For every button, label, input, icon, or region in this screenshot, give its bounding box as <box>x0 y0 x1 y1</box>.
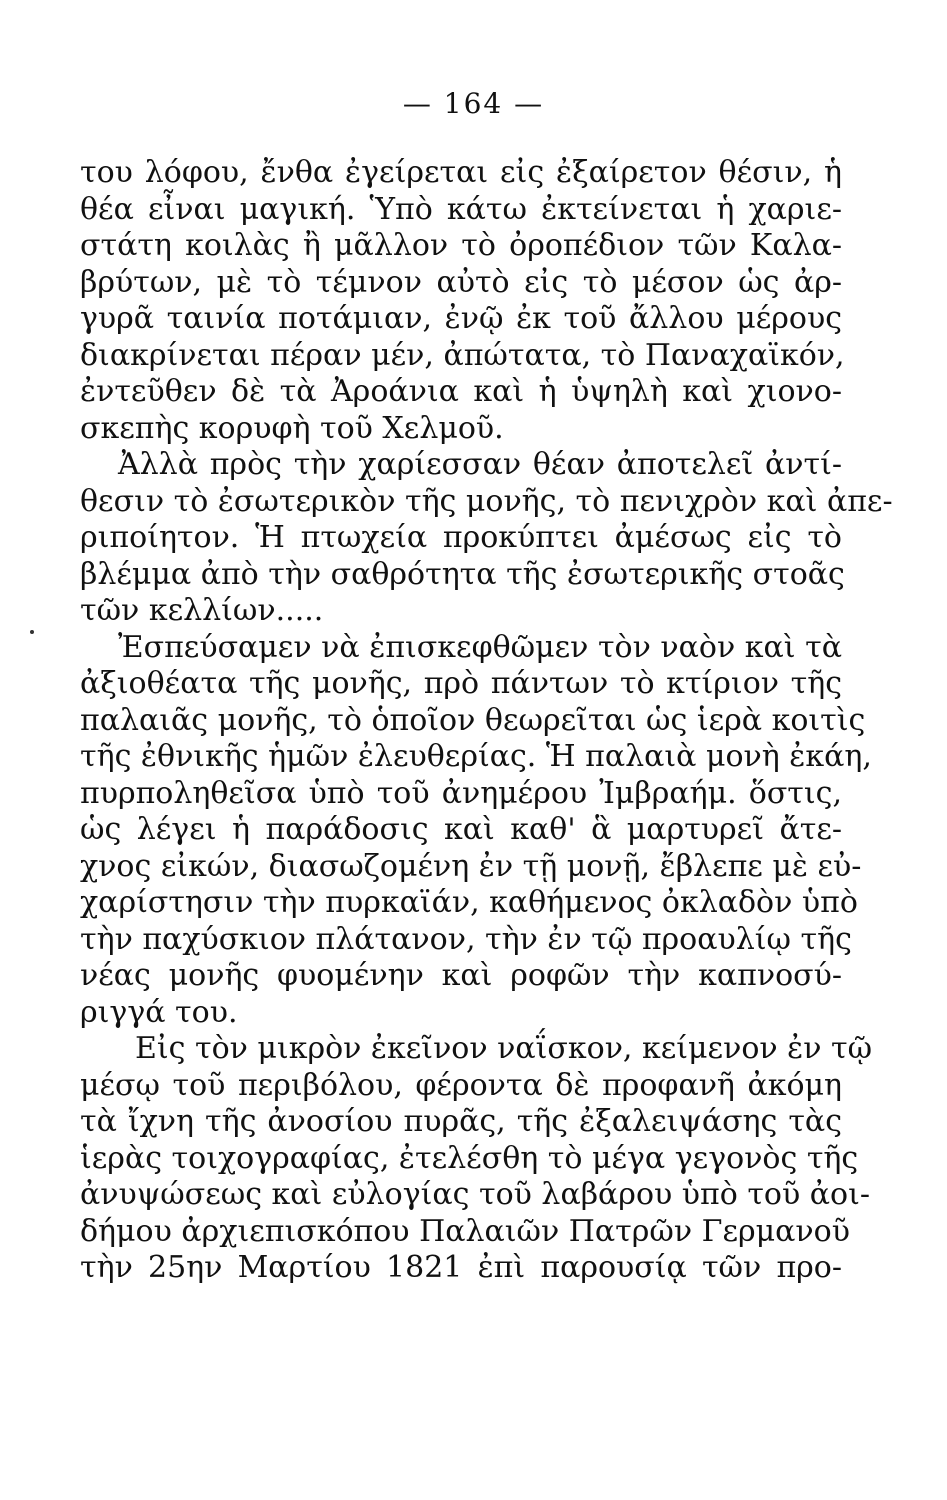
text-line: ἱερὰς τοιχογραφίας, ἐτελέσθη τὸ μέγα γεγονὸς τῆς <box>80 1140 859 1176</box>
text-line: γυρᾶ ταινία ποτάμιαν, ἐνῷ ἐκ τοῦ ἄλλου μέρους <box>80 301 842 336</box>
text-line: νέας μονῆς φυομένην καὶ ροφῶν τὴν καπνοσύ- <box>80 958 842 993</box>
text-line: δήμου ἀρχιεπισκόπου Παλαιῶν Πατρῶν Γερμανοῦ <box>80 1213 850 1249</box>
text-line: στάτη κοιλὰς ἢ μᾶλλον τὸ ὀροπέδιον τῶν Καλα- <box>80 228 842 263</box>
text-line: πυρποληθεῖσα ὑπὸ τοῦ ἀνημέρου Ἰμβραήμ. ὅστις, <box>80 775 842 811</box>
text-line: ἀνυψώσεως καὶ εὐλογίας τοῦ λαβάρου ὑπὸ τοῦ ἀοι- <box>80 1177 870 1212</box>
text-line: ἐντεῦθεν δὲ τὰ Ἀροάνια καὶ ἡ ὑψηλὴ καὶ χιονο- <box>80 374 842 409</box>
text-line: θέα εἶναι μαγική. Ὑπὸ κάτω ἐκτείνεται ἡ χαριε- <box>80 191 842 227</box>
text-line: τῆς ἐθνικῆς ἡμῶν ἐλευθερίας. Ἡ παλαιὰ μονὴ ἐκάη, <box>80 739 872 774</box>
text-line: ὡς λέγει ἡ παράδοσις καὶ καθ' ἃ μαρτυρεῖ ἄτε- <box>80 812 842 847</box>
text-line: ριγγά του. <box>80 994 238 1030</box>
paragraph-first-line: Εἰς τὸν μικρὸν ἐκεῖνον ναΐσκον, κείμενον ἐν τῷ <box>135 1031 873 1066</box>
text-line: ἀξιοθέατα τῆς μονῆς, πρὸ πάντων τὸ κτίριον τῆς <box>80 666 842 701</box>
text-line: τὴν παχύσκιον πλάτανον, τὴν ἐν τῷ προαυλίῳ τῆς <box>80 921 852 957</box>
paragraph-first-line: Ἐσπεύσαμεν νὰ ἐπισκεφθῶμεν τὸν ναὸν καὶ τὰ <box>118 629 842 665</box>
text-line: τὰ ἴχνη τῆς ἀνοσίου πυρᾶς, τῆς ἐξαλειψάσης τὰς <box>80 1104 842 1139</box>
text-line: σκεπὴς κορυφὴ τοῦ Χελμοῦ. <box>80 410 504 446</box>
body-text <box>80 155 893 1287</box>
print-speck <box>30 630 34 634</box>
text-line: βρύτων, μὲ τὸ τέμνον αὐτὸ εἰς τὸ μέσον ὡς ἀρ- <box>80 264 842 300</box>
text-line: μέσῳ τοῦ περιβόλου, φέροντα δὲ προφανῆ ἀκόμη <box>80 1067 842 1103</box>
text-line: ριποίητον. Ἡ πτωχεία προκύπτει ἀμέσως εἰς τὸ <box>80 520 842 555</box>
text-line: χνος εἰκών, διασωζομένη ἐν τῇ μονῇ, ἔβλεπε μὲ εὐ- <box>80 848 862 884</box>
text-line: τῶν κελλίων..... <box>80 593 324 628</box>
page-number: — 164 — <box>402 87 545 120</box>
text-line: του λόφου, ἔνθα ἐγείρεται εἰς ἐξαίρετον θέσιν, ἡ <box>80 155 842 190</box>
text-line: βλέμμα ἀπὸ τὴν σαθρότητα τῆς ἐσωτερικῆς στοᾶς <box>80 556 845 592</box>
text-line: θεσιν τὸ ἐσωτερικὸν τῆς μονῆς, τὸ πενιχρὸν καὶ ἀπε- <box>80 483 893 519</box>
text-line: διακρίνεται πέραν μέν, ἀπώτατα, τὸ Παναχαϊκόν, <box>80 337 845 373</box>
text-line: τὴν 25ην Μαρτίου 1821 ἐπὶ παρουσίᾳ τῶν προ- <box>80 1250 842 1285</box>
text-line: χαρίστησιν τὴν πυρκαϊάν, καθήμενος ὀκλαδὸν ὑπὸ <box>80 885 858 920</box>
paragraph-first-line: Ἀλλὰ πρὸς τὴν χαρίεσσαν θέαν ἀποτελεῖ ἀντί- <box>118 447 842 482</box>
text-line: παλαιᾶς μονῆς, τὸ ὁποῖον θεωρεῖται ὡς ἱερὰ κοιτὶς <box>80 702 866 738</box>
